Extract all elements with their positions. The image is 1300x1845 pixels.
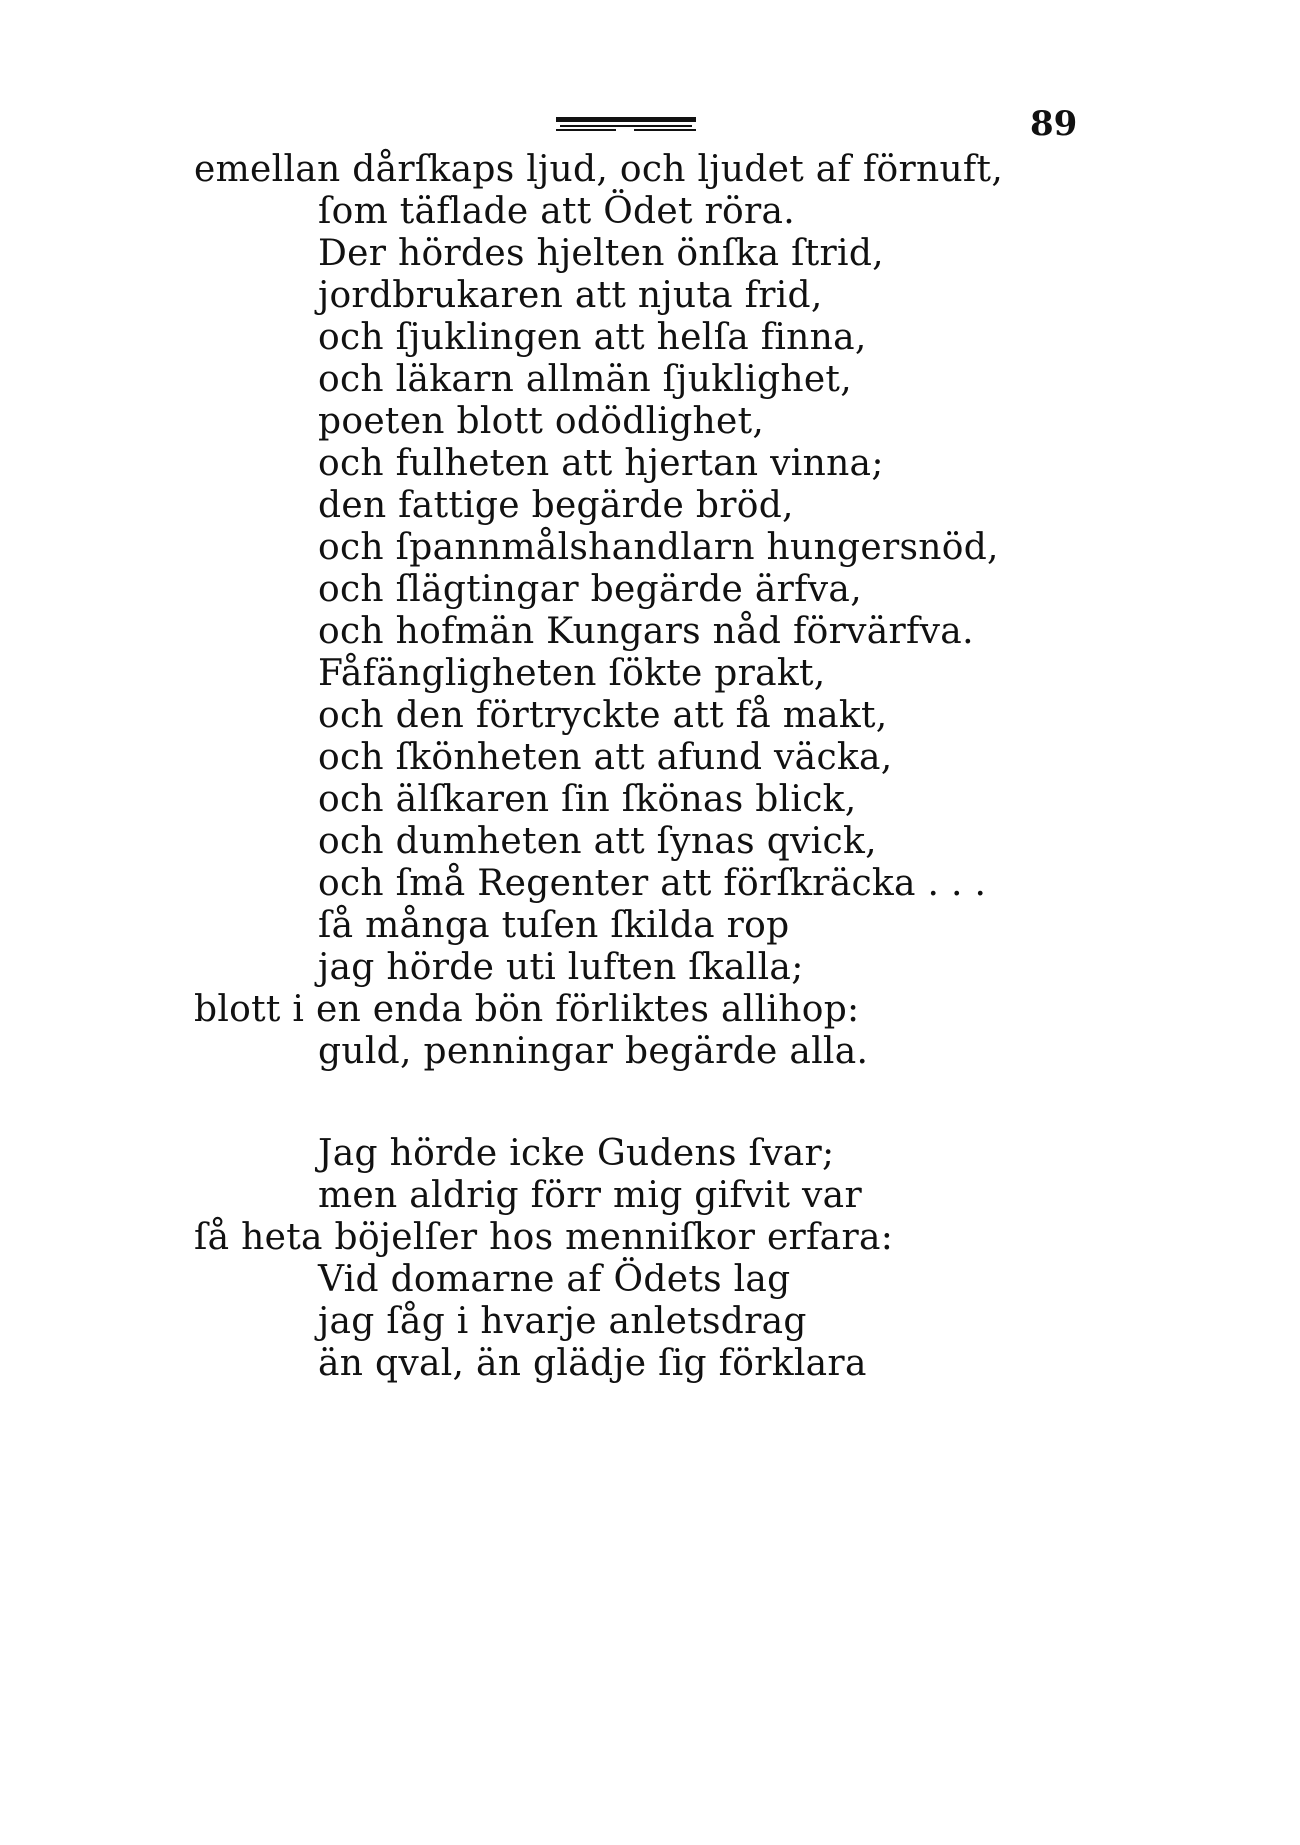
poem-line: men aldrig förr mig gifvit var	[318, 1175, 862, 1216]
page-number: 89	[1030, 104, 1078, 144]
poem-line: blott i en enda bön förliktes allihop:	[194, 989, 860, 1030]
poem-line: och fulheten att hjertan vinna;	[318, 443, 884, 484]
poem-line: och ſmå Regenter att förſkräcka . . .	[318, 863, 987, 904]
poem-line: och hofmän Kungars nåd förvärfva.	[318, 611, 974, 652]
poem-line: Der hördes hjelten önſka ſtrid,	[318, 233, 884, 274]
poem-line: och dumheten att ſynas qvick,	[318, 821, 877, 862]
poem-line: och ſkönheten att afund väcka,	[318, 737, 893, 778]
poem-line: poeten blott odödlighet,	[318, 401, 765, 442]
poem-line: jag hörde uti luften ſkalla;	[318, 947, 804, 988]
poem-line: Jag hörde icke Gudens ſvar;	[318, 1133, 835, 1174]
poem-line: emellan dårſkaps ljud, och ljudet af förnuft,	[194, 149, 1004, 190]
poem-line: och den förtryckte att få makt,	[318, 695, 888, 736]
poem-line: och läkarn allmän ſjuklighet,	[318, 359, 852, 400]
poem-line: guld, penningar begärde alla.	[318, 1031, 869, 1072]
poem-line: ſå heta böjelſer hos menniſkor erfara:	[194, 1217, 894, 1258]
poem-line: jag ſåg i hvarje anletsdrag	[318, 1301, 807, 1342]
poem-line: och älſkaren ſin ſkönas blick,	[318, 779, 857, 820]
poem-line: och ſpannmålshandlarn hungersnöd,	[318, 527, 999, 568]
poem-line: än qval, än glädje ſig förklara	[318, 1343, 867, 1384]
poem-line: den fattige begärde bröd,	[318, 485, 794, 526]
poem-line: jordbrukaren att njuta frid,	[318, 275, 823, 316]
poem-line: ſom täflade att Ödet röra.	[318, 191, 796, 232]
poem-line: och ſjuklingen att helſa finna,	[318, 317, 867, 358]
poem-line: Fåfängligheten ſökte prakt,	[318, 653, 826, 694]
poem-line: Vid domarne af Ödets lag	[318, 1259, 791, 1300]
poem-line: ſå många tuſen ſkilda rop	[318, 905, 790, 946]
poem-line: och ſlägtingar begärde ärfva,	[318, 569, 862, 610]
